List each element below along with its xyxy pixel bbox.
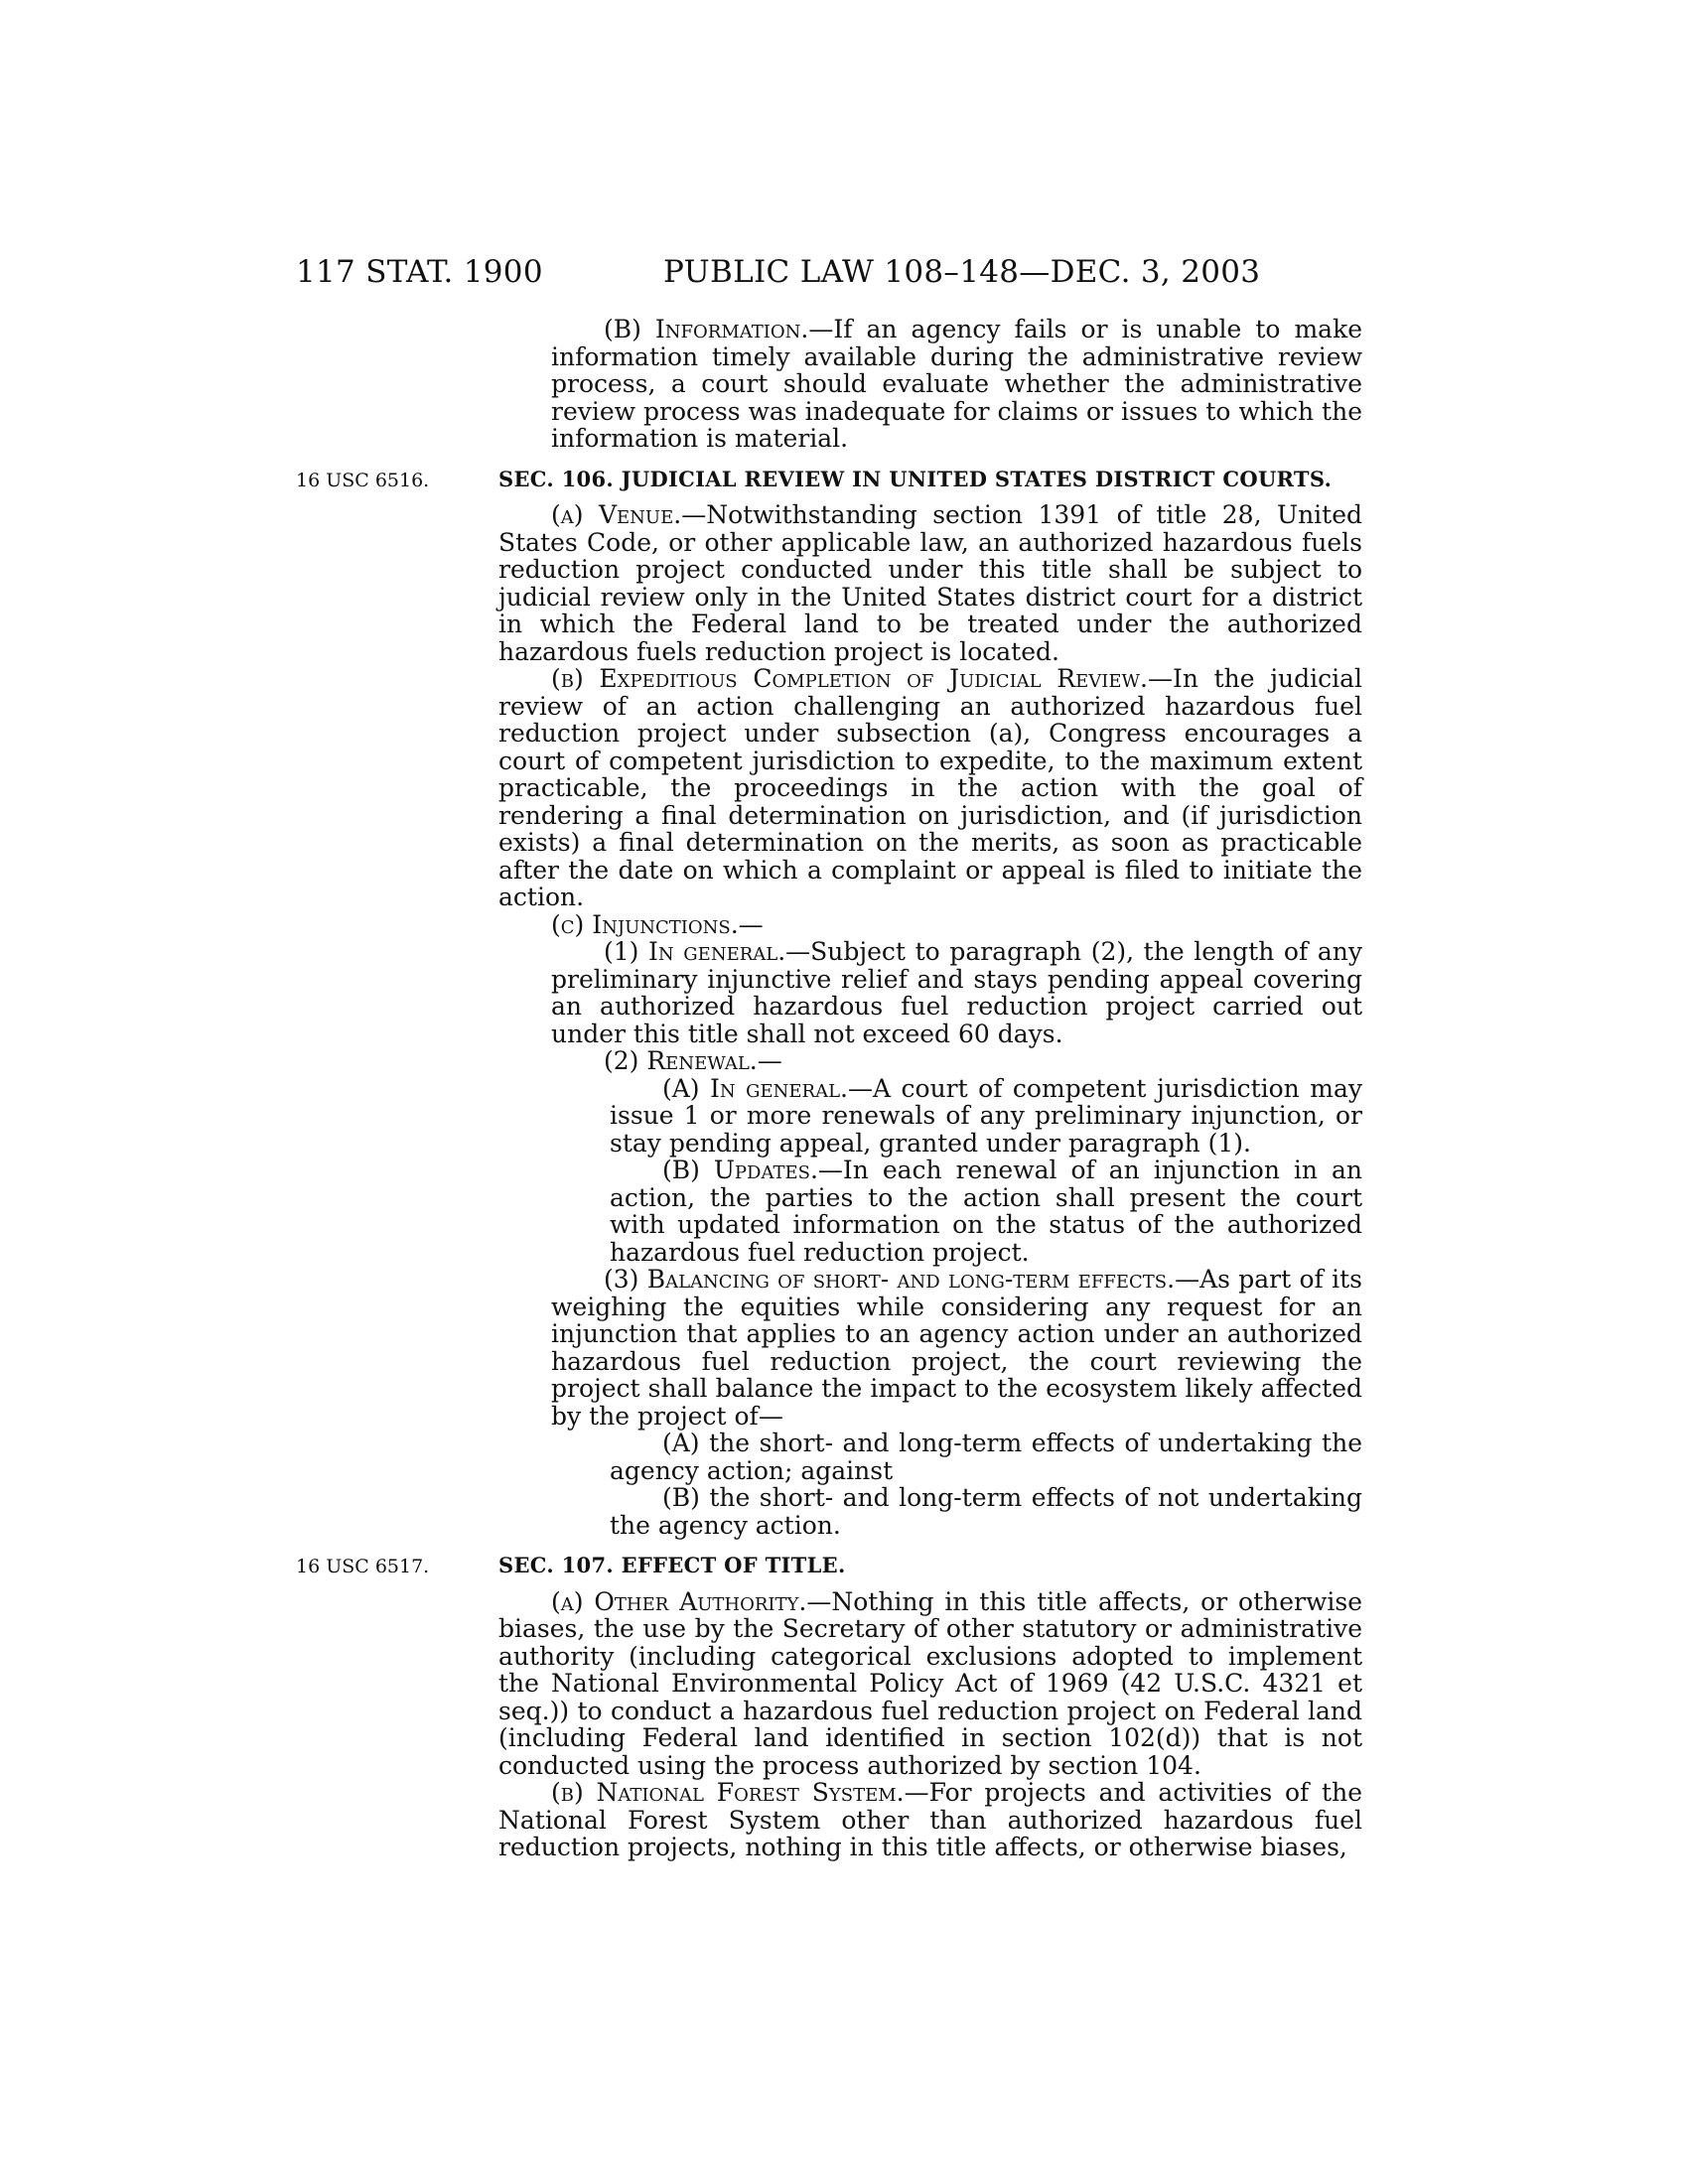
paragraph-107-b xyxy=(498,1779,1362,1861)
paragraph-106-c-2 xyxy=(498,1047,1362,1075)
label-b-information: (B) Information. xyxy=(604,315,809,343)
section-107-heading xyxy=(296,1552,1362,1579)
paragraph-106-b xyxy=(498,665,1362,911)
text-106-c-2-a: —A court of competent jurisdiction may issue 1 or more renewals of any preliminary injunction, or stay pending appeal, granted under paragraph (1). xyxy=(610,1073,1362,1158)
text-106-c-1: —Subject to paragraph (2), the length of any preliminary injunctive relief and stays pending appeal covering an authorized hazardous fuel reduction project carried out under this title shall not exceed 60 days. xyxy=(551,937,1362,1048)
paragraph-106-c-3-a: (A) the short- and long-term effects of undertaking the agency action; against xyxy=(610,1429,1362,1485)
paragraph-106-c-2-b xyxy=(498,1157,1362,1266)
paragraph-106-c-1 xyxy=(498,938,1362,1047)
page-body xyxy=(296,315,1363,1861)
text-106-c-2: — xyxy=(757,1046,782,1075)
section-107-margin-note: 16 USC 6517. xyxy=(296,1556,430,1577)
label-106-c-2: (2) Renewal. xyxy=(604,1046,758,1075)
section-106-heading xyxy=(296,466,1362,493)
section-107-title: SEC. 107. EFFECT OF TITLE. xyxy=(498,1553,846,1577)
section-106-margin-note: 16 USC 6516. xyxy=(296,469,430,491)
section-106-title: SEC. 106. JUDICIAL REVIEW IN UNITED STATES DISTRICT COURTS. xyxy=(498,466,1333,491)
paragraph-107-a xyxy=(498,1588,1362,1780)
text-106-c-2-b: —In each renewal of an injunction in an action, the parties to the action shall present the court with updated information on the status of the authorized hazardous fuel reduction project. xyxy=(610,1156,1362,1267)
label-106-c-3: (3) Balancing of short- and long-term effects. xyxy=(604,1265,1176,1294)
text-107-b: —For projects and activities of the National Forest System other than authorized hazardous fuel reduction projects, nothing in this title affects, or otherwise biases, xyxy=(498,1778,1362,1861)
page-stat-citation: 117 STAT. 1900 xyxy=(296,254,543,290)
paragraph-106-a xyxy=(498,501,1362,665)
label-106-c-2-a: (A) In general. xyxy=(662,1073,848,1103)
label-107-a: (a) Other Authority. xyxy=(551,1586,807,1616)
paragraph-106-c-3 xyxy=(498,1266,1362,1430)
text-106-c: — xyxy=(738,909,764,939)
text-107-a: —Nothing in this title affects, or otherwise biases, the use by the Secretary of other statutory or administrative authority (including categorical exclusions adopted to implement the National Environmental Policy Act of 1969 (42 U.S.C. 4321 et seq.)) to conduct a hazardous fuel reduction project on Federal land (including Federal land identified in section 102(d)) that is not conducted using the process authorized by section 104. xyxy=(498,1586,1362,1780)
label-106-c-1: (1) In general. xyxy=(604,937,786,966)
paragraph-b-information xyxy=(498,316,1362,453)
label-106-c-2-b: (B) Updates. xyxy=(662,1156,818,1184)
label-106-c: (c) Injunctions. xyxy=(551,909,739,939)
text-106-b: —In the judicial review of an action challenging an authorized hazardous fuel reduction project under subsection (a), Congress encourages a court of competent jurisdiction to expedite, to the maximum extent practicable, the proceedings in the action with the goal of rendering a final determination on jurisdiction, and (if jurisdiction exists) a final determination on the merits, as soon as practicable after the date on which a complaint or appeal is filed to initiate the action. xyxy=(498,664,1362,911)
label-106-b: (b) Expeditious Completion of Judicial Review. xyxy=(551,664,1148,693)
paragraph-106-c-2-a xyxy=(498,1075,1362,1158)
paragraph-106-c-3-b: (B) the short- and long-term effects of not undertaking the agency action. xyxy=(610,1483,1362,1540)
text-106-c-3: —As part of its weighing the equities while considering any request for an injunction that applies to an agency action under an authorized hazardous fuel reduction project, the court reviewing the project shall balance the impact to the ecosystem likely affected by the project of— xyxy=(551,1265,1362,1431)
text-b-information: —If an agency fails or is unable to make information timely available during the administrative review process, a court should evaluate whether the administrative review process was inadequate for claims or issues to which the information is material. xyxy=(551,315,1363,453)
label-106-a: (a) Venue. xyxy=(551,500,682,529)
label-107-b: (b) National Forest System. xyxy=(551,1778,905,1807)
paragraph-106-c xyxy=(498,911,1362,939)
running-header: PUBLIC LAW 108–148—DEC. 3, 2003 xyxy=(663,254,1261,290)
text-106-a: —Notwithstanding section 1391 of title 28, United States Code, or other applicable law, an authorized hazardous fuels reduction project conducted under this title shall be subject to judicial review only in the United States district court for a district in which the Federal land to be treated under the authorized hazardous fuels reduction project is located. xyxy=(498,500,1363,666)
